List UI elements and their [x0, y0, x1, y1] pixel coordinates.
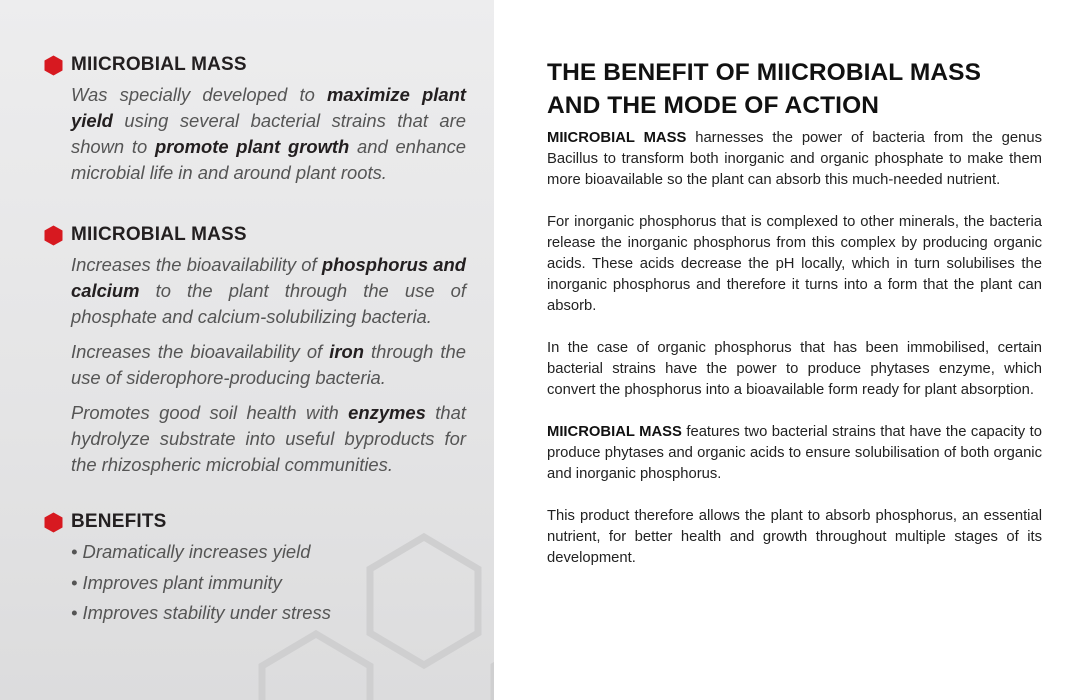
red-hexagon-icon [44, 225, 63, 246]
section-heading [44, 224, 466, 246]
page-title-line-1: THE BENEFIT OF MIICROBIAL MASS [547, 59, 982, 86]
body-paragraph: For inorganic phosphorus that is complexed to other minerals, the bacteria release the inorganic phosphorus from this complex by producing organic acids. These acids decrease the pH locally, which in turn solubilises the inorganic phosphorus and therefore it turns into a form that the plant can absorb. [547, 214, 1042, 314]
page-title-line-2: AND THE MODE OF ACTION [547, 92, 880, 119]
benefits-list [71, 537, 466, 629]
section-paragraph: Was specially developed to maximize plant yield using several bacterial strains that are shown to promote plant growth and enhance microbial life in and around plant roots. [71, 84, 467, 183]
section-product-features [44, 224, 466, 478]
section-paragraph: Promotes good soil health with enzymes that hydrolyze substrate into useful byproducts for the rhizospheric microbial communities. [71, 402, 466, 475]
section-paragraph: Increases the bioavailability of phosphorus and calcium to the plant through the use of phosphate and calcium-solubilizing bacteria. [71, 254, 466, 327]
body-paragraph: This product therefore allows the plant to absorb phosphorus, an essential nutrient, for better health and growth throughout multiple stages of its development. [547, 508, 1042, 566]
body-paragraph: MIICROBIAL MASS harnesses the power of bacteria from the genus Bacillus to transform both inorganic and organic phosphate to make them more bioavailable so the plant can absorb this much-needed nutrient. [547, 130, 1042, 188]
section-heading [44, 511, 466, 533]
list-item: • Improves stability under stress [71, 602, 331, 623]
body-paragraph: In the case of organic phosphorus that has been immobilised, certain bacterial strains have the power to produce phytases enzyme, which convert the phosphorus into a bioavailable form ready for plant absorption. [547, 340, 1042, 398]
list-item: • Dramatically increases yield [71, 541, 311, 562]
left-panel [0, 0, 494, 700]
section-heading-text: MIICROBIAL MASS [71, 54, 247, 75]
red-hexagon-icon [44, 512, 63, 533]
section-heading [44, 54, 466, 76]
list-item: • Improves plant immunity [71, 571, 282, 593]
right-panel [547, 56, 1042, 569]
section-benefits [44, 511, 466, 629]
section-paragraph: Increases the bioavailability of iron through the use of siderophore-producing bacteria. [71, 341, 466, 388]
section-heading-text: MIICROBIAL MASS [71, 224, 247, 245]
section-product-intro [44, 54, 466, 186]
body-paragraph: MIICROBIAL MASS features two bacterial strains that have the capacity to produce phytases and organic acids to ensure solubilisation of both organic and inorganic phosphorus. [547, 424, 1043, 482]
red-hexagon-icon [44, 55, 63, 76]
section-heading-text: BENEFITS [71, 511, 167, 532]
page-title [547, 56, 1042, 122]
